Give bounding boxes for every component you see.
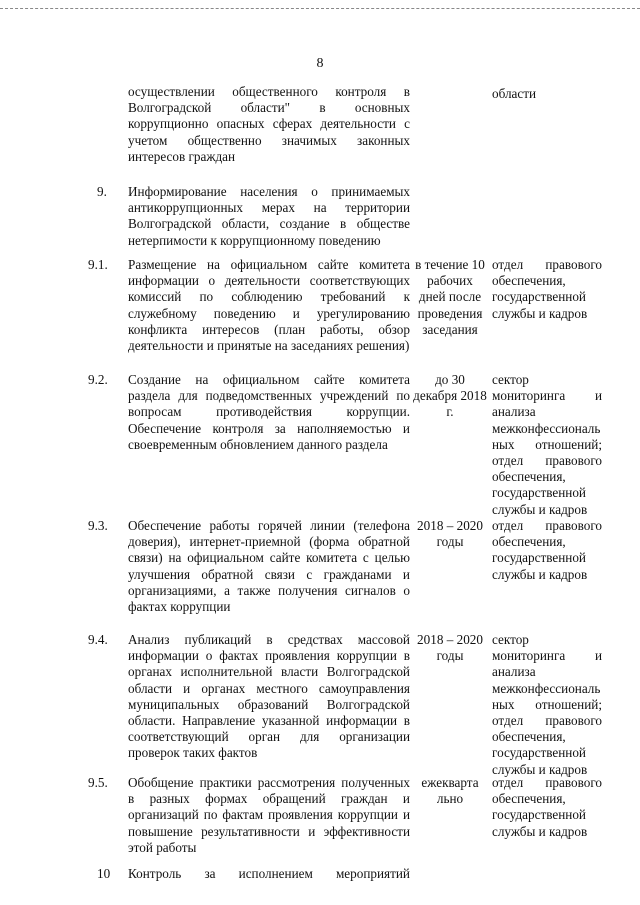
item-description: Информирование населения о принимаемых антикоррупционных мерах на территории Волгоградской области, создание в обществе нетерпимости к коррупционному поведению [128,184,410,248]
item-number: 9.4. [88,632,108,647]
item-number: 9.5. [88,775,108,790]
item-deadline: 2018 – 2020 годы [417,518,483,550]
item-number: 9.2. [88,372,108,387]
item-description: Обобщение практики рассмотрения полученных в разных формах обращений граждан и организаций по фактам проявления коррупции и повышение результативности и эффективности этой работы [128,775,410,855]
item-number: 9.3. [88,518,108,533]
page-number: 8 [316,56,324,71]
item-deadline: ежекварта льно [421,775,479,807]
item-deadline: 2018 – 2020 годы [417,632,483,664]
item-number: 10 [97,866,111,881]
item-description: Размещение на официальном сайте комитета информации о деятельности соответствующих комиссий по соблюдению требований к служебному поведению и урегулированию конфликта интересов (план работы, обзор деятельности и принятые на заседаниях решения) [128,257,410,354]
item-executor: отдел правового обеспечения, государственной службы и кадров [492,775,602,839]
item-deadline: до 30 декабря 2018 г. [413,372,487,420]
item-deadline: в течение 10 рабочих дней после проведения заседания [415,257,485,337]
item-number: 9. [97,184,107,199]
item-executor: отдел правового обеспечения, государственной службы и кадров [492,518,602,582]
item-executor: сектор мониторинга и анализа межконфессиональ ных отношений; отдел правового обеспечения, государственной службы и кадров [492,372,602,517]
item-description: Анализ публикаций в средствах массовой информации о фактах проявления коррупции в органах исполнительной власти Волгоградской области и органах местного самоуправления муниципальных образований Волгоградской области. Направление указанной информации в соответствующий орган для организации проверок таких фактов [128,632,410,761]
item-description: Создание на официальном сайте комитета раздела для подведомственных учреждений по вопросам противодействия коррупции. Обеспечение контроля за наполняемостью и своевременным обновлением данного раздела [128,372,410,452]
item-executor: области [492,86,537,101]
item-number: 9.1. [88,257,108,272]
top-border [0,8,640,11]
item-executor: сектор мониторинга и анализа межконфессиональ ных отношений; отдел правового обеспечения, государственной службы и кадров [492,632,602,777]
item-description: Обеспечение работы горячей линии (телефона доверия), интернет-приемной (форма обратной связи) на официальном сайте комитета с целью улучшения обратной связи с гражданами и организациями, а также получения сигналов о фактах коррупции [128,518,410,615]
item-description: Контроль за исполнением мероприятий [128,866,410,881]
item-executor: отдел правового обеспечения, государственной службы и кадров [492,257,602,321]
item-description: осуществлении общественного контроля в Волгоградской области" в основных коррупционно опасных сферах деятельности с учетом общественно значимых законных интересов граждан [128,84,410,164]
